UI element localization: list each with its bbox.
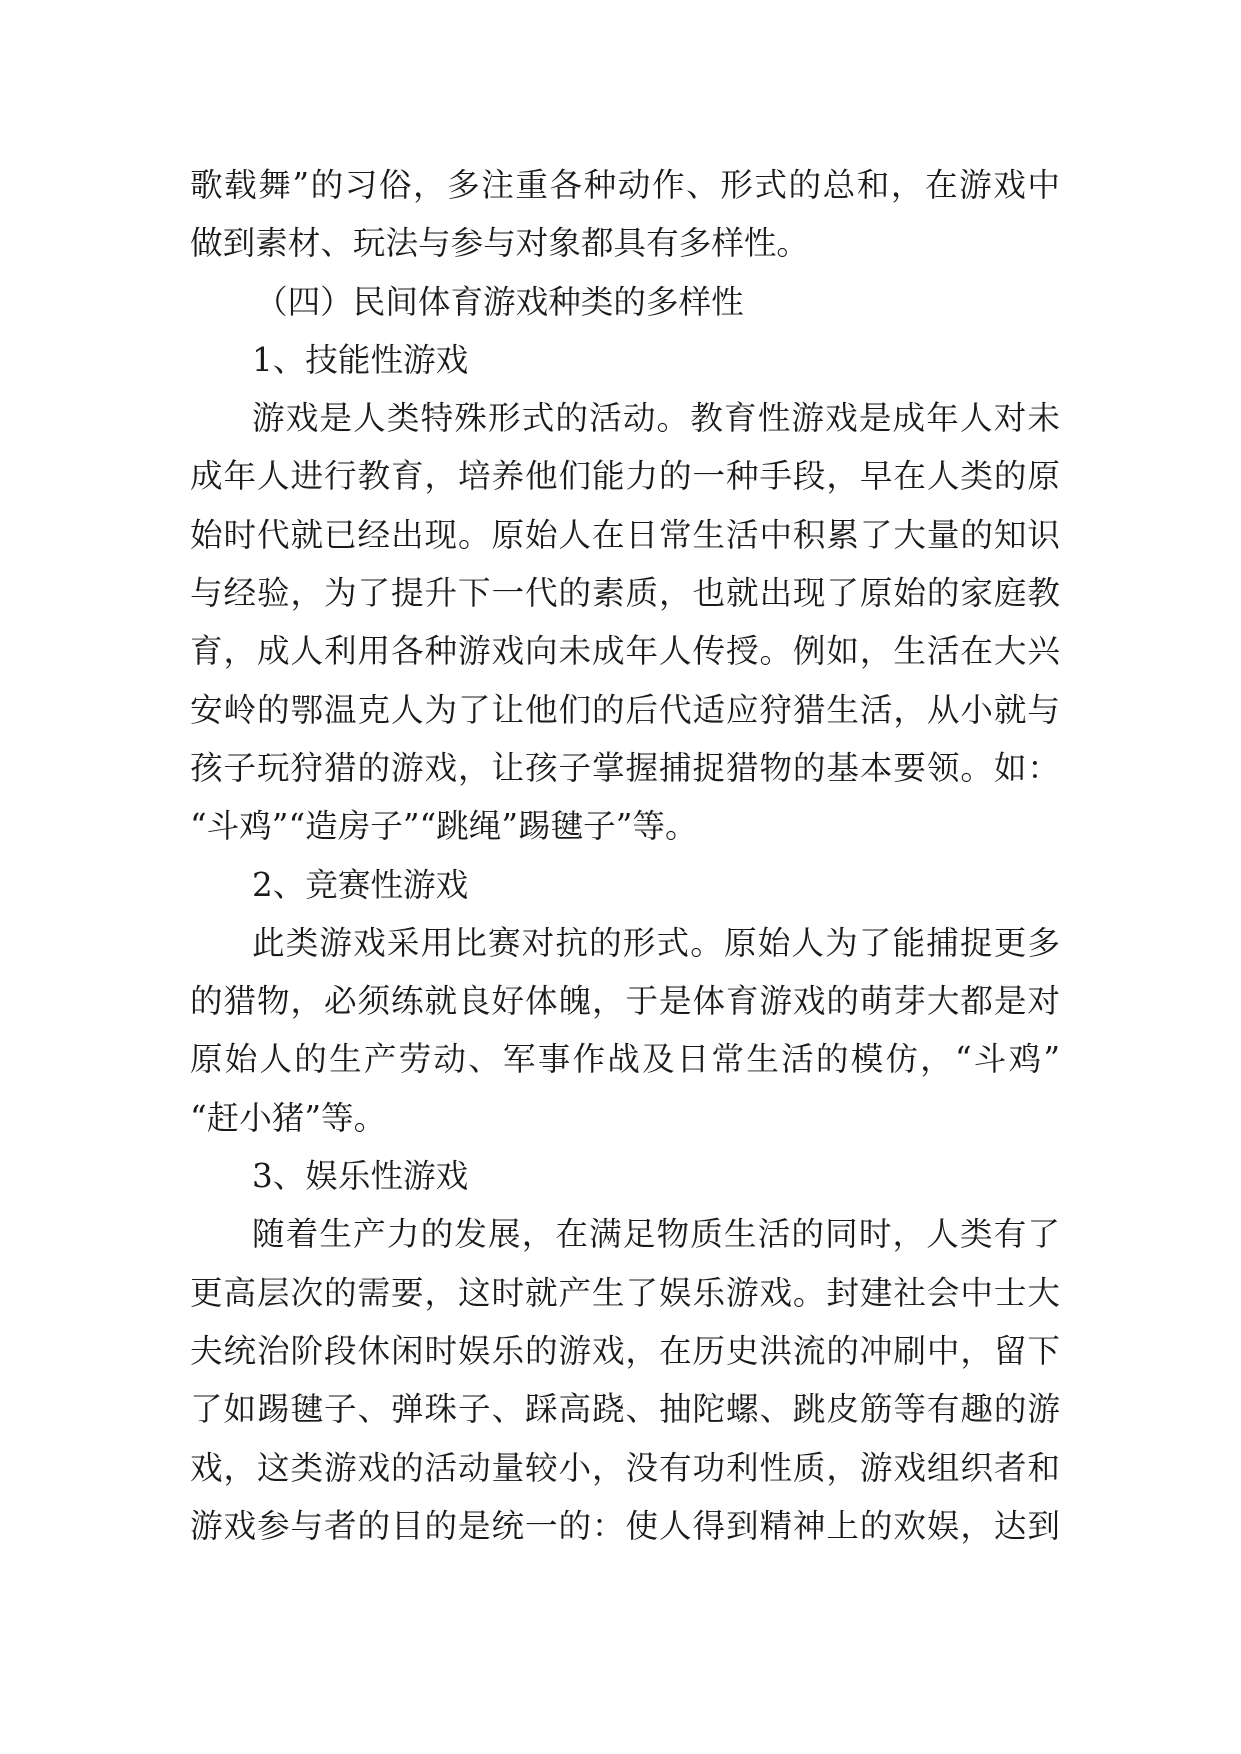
body-text — [190, 156, 1060, 1555]
paragraph-line: 夫统治阶段休闲时娱乐的游戏，在历史洪流的冲刷中，留下 — [190, 1331, 1060, 1370]
paragraph-line: “赶小猪”等。 — [190, 1098, 387, 1137]
paragraph-line: 原始人的生产劳动、军事作战及日常生活的模仿，“斗鸡” — [190, 1040, 1060, 1079]
paragraph-line: 育，成人利用各种游戏向未成年人传授。例如，生活在大兴 — [190, 632, 1060, 671]
paragraph-line: 随着生产力的发展，在满足物质生活的同时，人类有了 — [252, 1215, 1060, 1254]
paragraph-line: “斗鸡”“造房子”“跳绳”踢毽子”等。 — [190, 807, 698, 846]
subsection-heading: 1、技能性游戏 — [252, 340, 469, 379]
paragraph-line: 戏，这类游戏的活动量较小，没有功利性质，游戏组织者和 — [190, 1448, 1060, 1487]
subsection-heading: 3、娱乐性游戏 — [252, 1157, 469, 1196]
paragraph-line: 的猎物，必须练就良好体魄，于是体育游戏的萌芽大都是对 — [190, 982, 1060, 1021]
paragraph-line: 与经验，为了提升下一代的素质，也就出现了原始的家庭教 — [190, 574, 1060, 613]
section-heading: （四）民间体育游戏种类的多样性 — [255, 282, 744, 321]
paragraph-line: 安岭的鄂温克人为了让他们的后代适应狩猎生活，从小就与 — [190, 690, 1060, 729]
paragraph-line: 孩子玩狩猎的游戏，让孩子掌握捕捉猎物的基本要领。如： — [190, 748, 1060, 787]
paragraph-line: 更高层次的需要，这时就产生了娱乐游戏。封建社会中士大 — [190, 1273, 1060, 1312]
paragraph-line: 此类游戏采用比赛对抗的形式。原始人为了能捕捉更多 — [252, 923, 1060, 962]
paragraph-line: 游戏是人类特殊形式的活动。教育性游戏是成年人对未 — [252, 399, 1060, 438]
paragraph-line: 始时代就已经出现。原始人在日常生活中积累了大量的知识 — [190, 515, 1060, 554]
paragraph-line: 做到素材、玩法与参与对象都具有多样性。 — [190, 224, 809, 263]
paragraph-line: 了如踢毽子、弹珠子、踩高跷、抽陀螺、跳皮筋等有趣的游 — [190, 1390, 1060, 1429]
paragraph-line: 成年人进行教育，培养他们能力的一种手段，早在人类的原 — [190, 457, 1060, 496]
subsection-heading: 2、竞赛性游戏 — [252, 865, 469, 904]
paragraph-line: 游戏参与者的目的是统一的：使人得到精神上的欢娱，达到 — [190, 1506, 1060, 1545]
paragraph-line: 歌载舞”的习俗，多注重各种动作、形式的总和，在游戏中 — [190, 166, 1060, 204]
